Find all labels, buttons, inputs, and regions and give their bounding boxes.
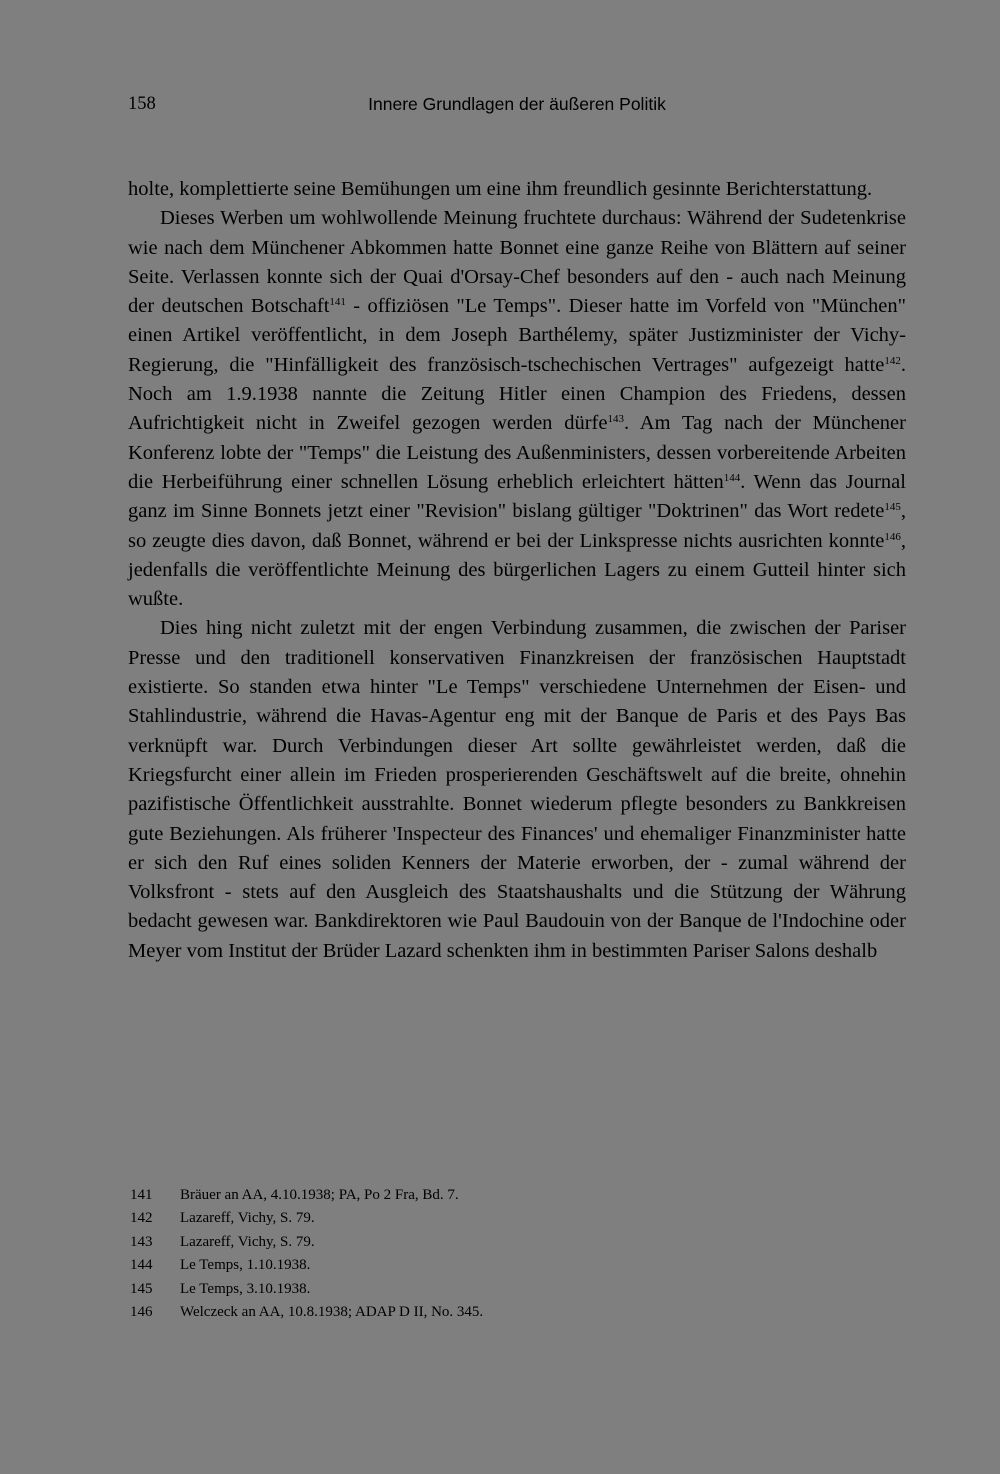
footnote-ref: 146 — [884, 530, 901, 543]
footnote-ref: 145 — [884, 501, 901, 514]
body-text — [128, 175, 906, 966]
footnote-number: 143 — [130, 1233, 153, 1250]
footnote-ref: 142 — [884, 354, 901, 367]
footnote-text: Lazareff, Vichy, S. 79. — [180, 1210, 315, 1227]
footnote-text: Welczeck an AA, 10.8.1938; ADAP D II, No. 345. — [180, 1303, 484, 1320]
footnote-text: Le Temps, 3.10.1938. — [180, 1280, 311, 1297]
paragraph — [128, 614, 906, 966]
footnote — [130, 1301, 830, 1324]
footnote — [130, 1278, 830, 1301]
paragraph-text: Dieses Werben um wohlwollende Meinung fruchtete durchaus: Während der Sudetenkrise wie nach dem Münchener Abkommen hatte Bonnet eine ganze Reihe von Blättern auf seiner Seite. Verlassen konnte sich der Quai d'Orsay-Chef besonders auf den - auch nach Meinung der deutschen Botschaft — [128, 207, 906, 318]
footnote-text: Lazareff, Vichy, S. 79. — [180, 1233, 315, 1250]
footnote-text: Bräuer an AA, 4.10.1938; PA, Po 2 Fra, Bd. 7. — [180, 1187, 459, 1203]
footnote — [130, 1207, 830, 1230]
paragraph-text: - offiziösen "Le Temps". Dieser hatte im Vorfeld von "München" einen Artikel veröffentlicht, in dem Joseph Barthélemy, später Justizminister der Vichy-Regierung, die "Hinfälligkeit des französisch-tschechischen Vertrages" aufgezeigt hatte — [128, 295, 906, 376]
footnote-number: 142 — [130, 1210, 153, 1227]
paragraph-text: . Noch am 1.9.1938 nannte die Zeitung Hitler einen Champion des Friedens, dessen Aufrichtigkeit nicht in Zweifel gezogen werden dürfe — [128, 353, 906, 435]
footnote — [130, 1254, 830, 1277]
running-title: Innere Grundlagen der äußeren Politik — [368, 94, 666, 114]
paragraph-text: Dies hing nicht zuletzt mit der engen Verbindung zusammen, die zwischen der Pariser Presse und den traditionell konservativen Finanzkreisen der französischen Hauptstadt existierte. So standen etwa hinter "Le Temps" verschiedene Unternehmen der Eisen- und Stahlindustrie, während die Havas-Agentur eng mit der Banque de Paris et des Pays Bas verknüpft war. Durch Verbindungen dieser Art sollte gewährleistet werden, daß die Kriegsfurcht einer allein im Frieden prosperierenden Geschäftswelt auf die breite, ohnehin pazifistische Öffentlichkeit ausstrahlte. Bonnet wiederum pflegte besonders zu Bankkreisen gute Beziehungen. Als früherer 'Inspecteur des Finances' und ehemaliger Finanzminister hatte er sich den Ruf eines soliden Kenners der Materie erworben, der - zumal während der Volksfront - stets auf den Ausgleich des Staatshaushalts und die Stützung der Währung bedacht gewesen war. Bankdirektoren wie Paul Baudouin von der Banque de l'Indochine oder Meyer vom Institut der Brüder Lazard schenkten ihm in bestimmten Pariser Salons deshalb — [128, 617, 906, 962]
page-number: 158 — [128, 94, 156, 114]
footnote-number: 141 — [130, 1187, 153, 1203]
paragraph-text: , jedenfalls die veröffentlichte Meinung des bürgerlichen Lagers zu einem Gutteil hinter sich wußte. — [128, 529, 906, 611]
paragraph — [128, 204, 906, 614]
footnote — [130, 1231, 830, 1254]
footnote-ref: 144 — [723, 471, 741, 484]
paragraph — [128, 175, 906, 204]
paragraph-text: . Am Tag nach der Münchener Konferenz lobte der "Temps" die Leistung des Außenministers, dessen vorbereitende Arbeiten die Herbeiführung einer schnellen Lösung erheblich erleichtert hätten — [128, 412, 906, 493]
footnote-ref: 141 — [329, 296, 346, 309]
paragraph-text: . Wenn das Journal ganz im Sinne Bonnets jetzt einer "Revision" bislang gültiger "Doktrinen" das Wort redete — [128, 470, 906, 523]
footnote-number: 144 — [130, 1257, 153, 1274]
footnote-ref: 143 — [607, 413, 624, 426]
paragraph-text: holte, komplettierte seine Bemühungen um eine ihm freundlich gesinnte Berichterstattung. — [128, 178, 873, 200]
footnote — [130, 1184, 830, 1207]
footnote-number: 145 — [130, 1280, 153, 1297]
paragraph-text: , so zeugte dies davon, daß Bonnet, während er bei der Linkspresse nichts ausrichten konnte — [128, 500, 906, 552]
running-head — [128, 94, 906, 118]
footnotes — [130, 1184, 830, 1324]
footnote-text: Le Temps, 1.10.1938. — [180, 1257, 311, 1274]
footnote-number: 146 — [130, 1303, 153, 1320]
